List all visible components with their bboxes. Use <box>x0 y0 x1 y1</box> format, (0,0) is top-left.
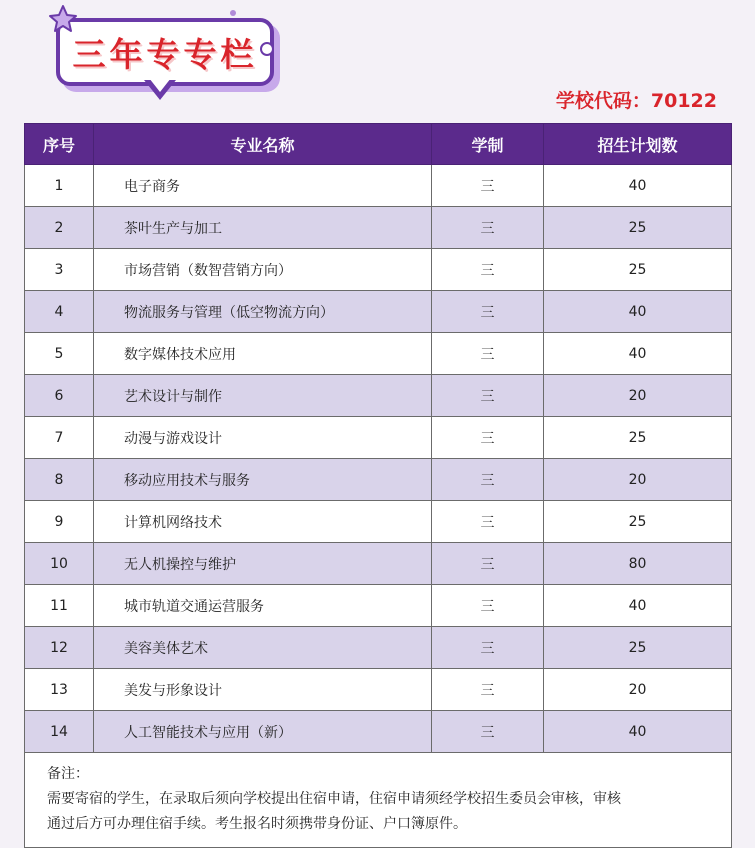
cell-quota: 20 <box>544 459 732 501</box>
column-header-quota: 招生计划数 <box>544 124 732 165</box>
cell-number: 7 <box>25 417 94 459</box>
table-row <box>25 459 732 501</box>
cell-major: 茶叶生产与加工 <box>94 207 432 249</box>
cell-major: 移动应用技术与服务 <box>94 459 432 501</box>
cell-duration: 三 <box>432 543 544 585</box>
cell-quota: 25 <box>544 249 732 291</box>
column-header-major: 专业名称 <box>94 124 432 165</box>
cell-quota: 20 <box>544 669 732 711</box>
table-row <box>25 543 732 585</box>
cell-quota: 25 <box>544 501 732 543</box>
cell-quota: 40 <box>544 291 732 333</box>
note-line-2: 通过后方可办理住宿手续。考生报名时须携带身份证、户口簿原件。 <box>47 816 467 832</box>
cell-number: 6 <box>25 375 94 417</box>
cell-number: 9 <box>25 501 94 543</box>
table-row <box>25 165 732 207</box>
column-header-number: 序号 <box>25 124 94 165</box>
cell-major: 电子商务 <box>94 165 432 207</box>
table-row <box>25 291 732 333</box>
cell-major: 美发与形象设计 <box>94 669 432 711</box>
cell-number: 8 <box>25 459 94 501</box>
cell-duration: 三 <box>432 417 544 459</box>
enrollment-table <box>24 123 732 848</box>
cell-number: 11 <box>25 585 94 627</box>
cell-duration: 三 <box>432 627 544 669</box>
table-row <box>25 249 732 291</box>
circle-ornament-icon <box>260 42 274 56</box>
cell-quota: 40 <box>544 711 732 753</box>
cell-number: 13 <box>25 669 94 711</box>
note-row <box>25 753 732 848</box>
cell-duration: 三 <box>432 585 544 627</box>
badge-frame <box>56 18 274 86</box>
cell-duration: 三 <box>432 249 544 291</box>
table-row <box>25 375 732 417</box>
cell-number: 1 <box>25 165 94 207</box>
cell-quota: 40 <box>544 333 732 375</box>
note-label: 备注： <box>47 766 89 782</box>
section-badge <box>48 4 280 108</box>
table-row <box>25 417 732 459</box>
cell-quota: 40 <box>544 585 732 627</box>
cell-duration: 三 <box>432 165 544 207</box>
dot-ornament-icon <box>230 10 236 16</box>
note-line-1: 需要寄宿的学生，在录取后须向学校提出住宿申请，住宿申请须经学校招生委员会审核，审核 <box>47 791 621 807</box>
table-row <box>25 711 732 753</box>
cell-duration: 三 <box>432 669 544 711</box>
cell-duration: 三 <box>432 333 544 375</box>
cell-number: 4 <box>25 291 94 333</box>
cell-major: 市场营销（数智营销方向） <box>94 249 432 291</box>
cell-major: 动漫与游戏设计 <box>94 417 432 459</box>
table-row <box>25 585 732 627</box>
cell-major: 艺术设计与制作 <box>94 375 432 417</box>
cell-quota: 25 <box>544 627 732 669</box>
cell-duration: 三 <box>432 459 544 501</box>
cell-major: 美容美体艺术 <box>94 627 432 669</box>
note-cell <box>25 753 732 848</box>
cell-number: 2 <box>25 207 94 249</box>
cell-number: 12 <box>25 627 94 669</box>
school-code: 学校代码：70122 <box>555 90 717 112</box>
cell-major: 无人机操控与维护 <box>94 543 432 585</box>
star-icon <box>48 4 78 34</box>
cell-duration: 三 <box>432 711 544 753</box>
table-body <box>25 165 732 753</box>
cell-duration: 三 <box>432 375 544 417</box>
cell-major: 人工智能技术与应用（新） <box>94 711 432 753</box>
cell-duration: 三 <box>432 207 544 249</box>
badge-title: 三年专专栏 <box>72 34 258 74</box>
cell-duration: 三 <box>432 501 544 543</box>
cell-number: 3 <box>25 249 94 291</box>
cell-major: 城市轨道交通运营服务 <box>94 585 432 627</box>
cell-major: 物流服务与管理（低空物流方向） <box>94 291 432 333</box>
cell-quota: 40 <box>544 165 732 207</box>
cell-number: 10 <box>25 543 94 585</box>
table-row <box>25 669 732 711</box>
table-row <box>25 627 732 669</box>
cell-number: 5 <box>25 333 94 375</box>
cell-quota: 25 <box>544 207 732 249</box>
cell-quota: 80 <box>544 543 732 585</box>
cell-duration: 三 <box>432 291 544 333</box>
column-header-duration: 学制 <box>432 124 544 165</box>
cell-number: 14 <box>25 711 94 753</box>
table-row <box>25 333 732 375</box>
table-row <box>25 207 732 249</box>
cell-quota: 25 <box>544 417 732 459</box>
cell-quota: 20 <box>544 375 732 417</box>
table-header-row <box>25 124 732 165</box>
table-row <box>25 501 732 543</box>
cell-major: 计算机网络技术 <box>94 501 432 543</box>
cell-major: 数字媒体技术应用 <box>94 333 432 375</box>
